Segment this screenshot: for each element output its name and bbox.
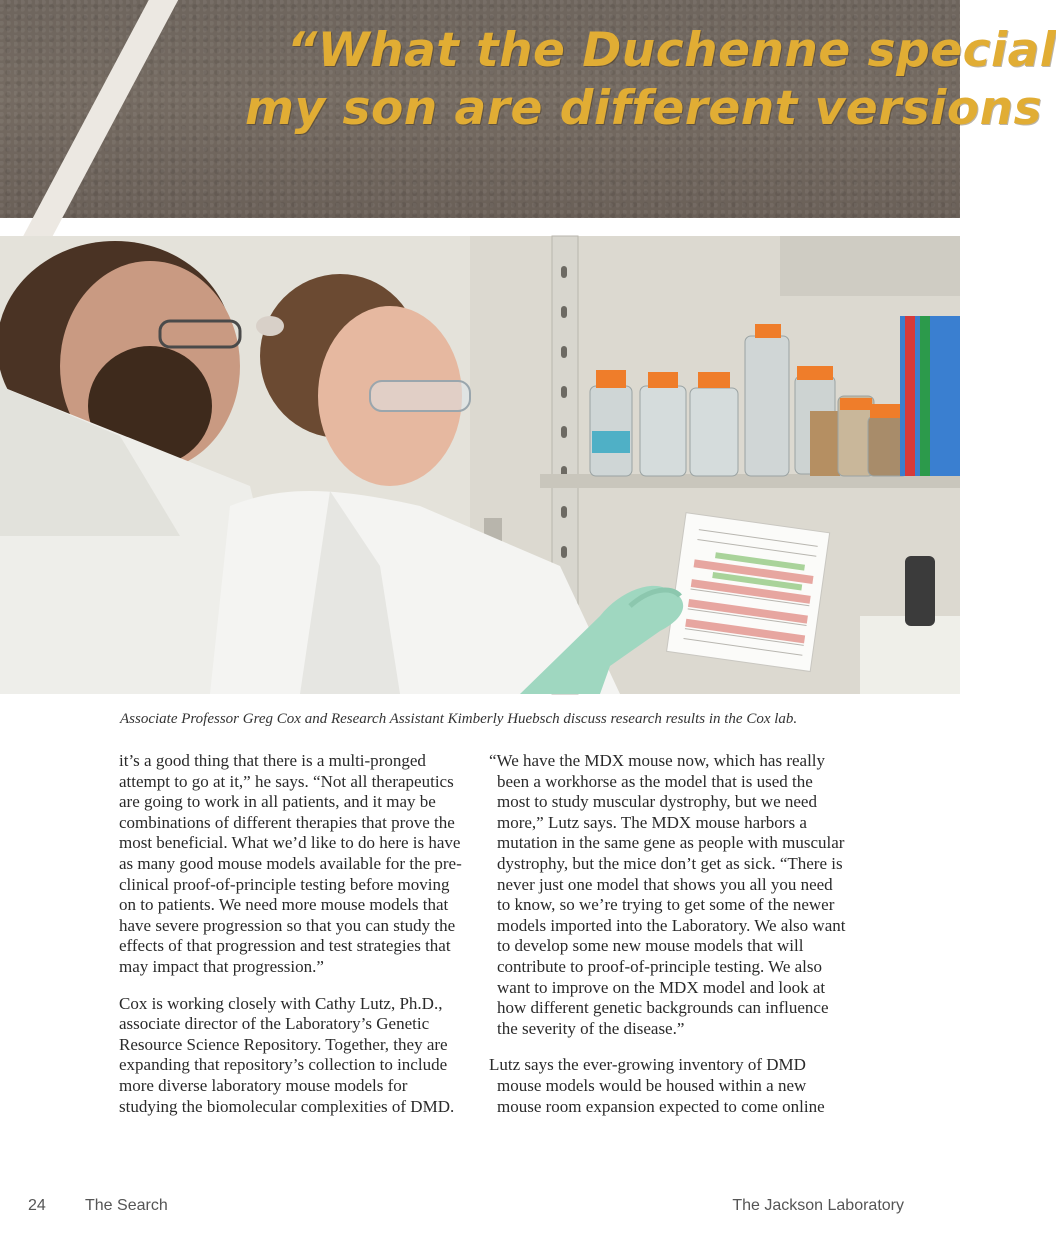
- left-paragraph-2: Cox is working closely with Cathy Lutz, Ph.D., associate director of the Laboratory’s Genetic Resource Science Repository. Together, they are expanding that repository’s collection to include more diverse laboratory mouse models for studying the biomolecular complexities of DMD.: [119, 993, 455, 1116]
- road-stripe: [15, 0, 193, 264]
- lab-photo: [0, 236, 960, 694]
- right-column: [489, 751, 849, 1117]
- pull-quote-line-1: “What the Duchenne special: [287, 23, 1056, 78]
- right-paragraph-2: Lutz says the ever-growing inventory of DMD mouse models would be housed within a new mouse room expansion expected to come online: [489, 1055, 825, 1116]
- page-number: 24: [28, 1197, 46, 1214]
- organization-name: The Jackson Laboratory: [732, 1197, 904, 1214]
- publication-name: The Search: [85, 1197, 168, 1214]
- right-paragraph-1: “We have the MDX mouse now, which has really been a workhorse as the model that is used the most to study muscular dystrophy, but we need more,” Lutz says. The MDX mouse harbors a mutation in the same gene as people with muscular dystrophy, but the mice don’t get as sick. “There is never just one model that shows you all you need to know, so we’re trying to get some of the newer models imported into the Laboratory. We also want to develop some new mouse models that will contribute to proof-of-principle testing. We also want to improve on the MDX model and look at how different genetic backgrounds can influence the severity of the disease.”: [489, 751, 846, 1038]
- left-column: [119, 751, 469, 1117]
- header-banner: [0, 0, 1056, 218]
- photo-caption: Associate Professor Greg Cox and Research Assistant Kimberly Huebsch discuss research results in the Cox lab.: [120, 711, 798, 727]
- pull-quote-line-2: my son are different versions: [245, 81, 1043, 136]
- left-paragraph-1: it’s a good thing that there is a multi-pronged attempt to go at it,” he says. “Not all therapeutics are going to work in all patients, and it may be combinations of different therapies that prove the most beneficial. What we’d like to do here is have as many good mouse models available for the pre-clinical proof-of-principle testing before moving on to patients. We need more mouse models that have severe progression so that you can study the effects of that progression and test strategies that may impact that progression.”: [119, 751, 462, 976]
- pull-quote: [245, 22, 1056, 138]
